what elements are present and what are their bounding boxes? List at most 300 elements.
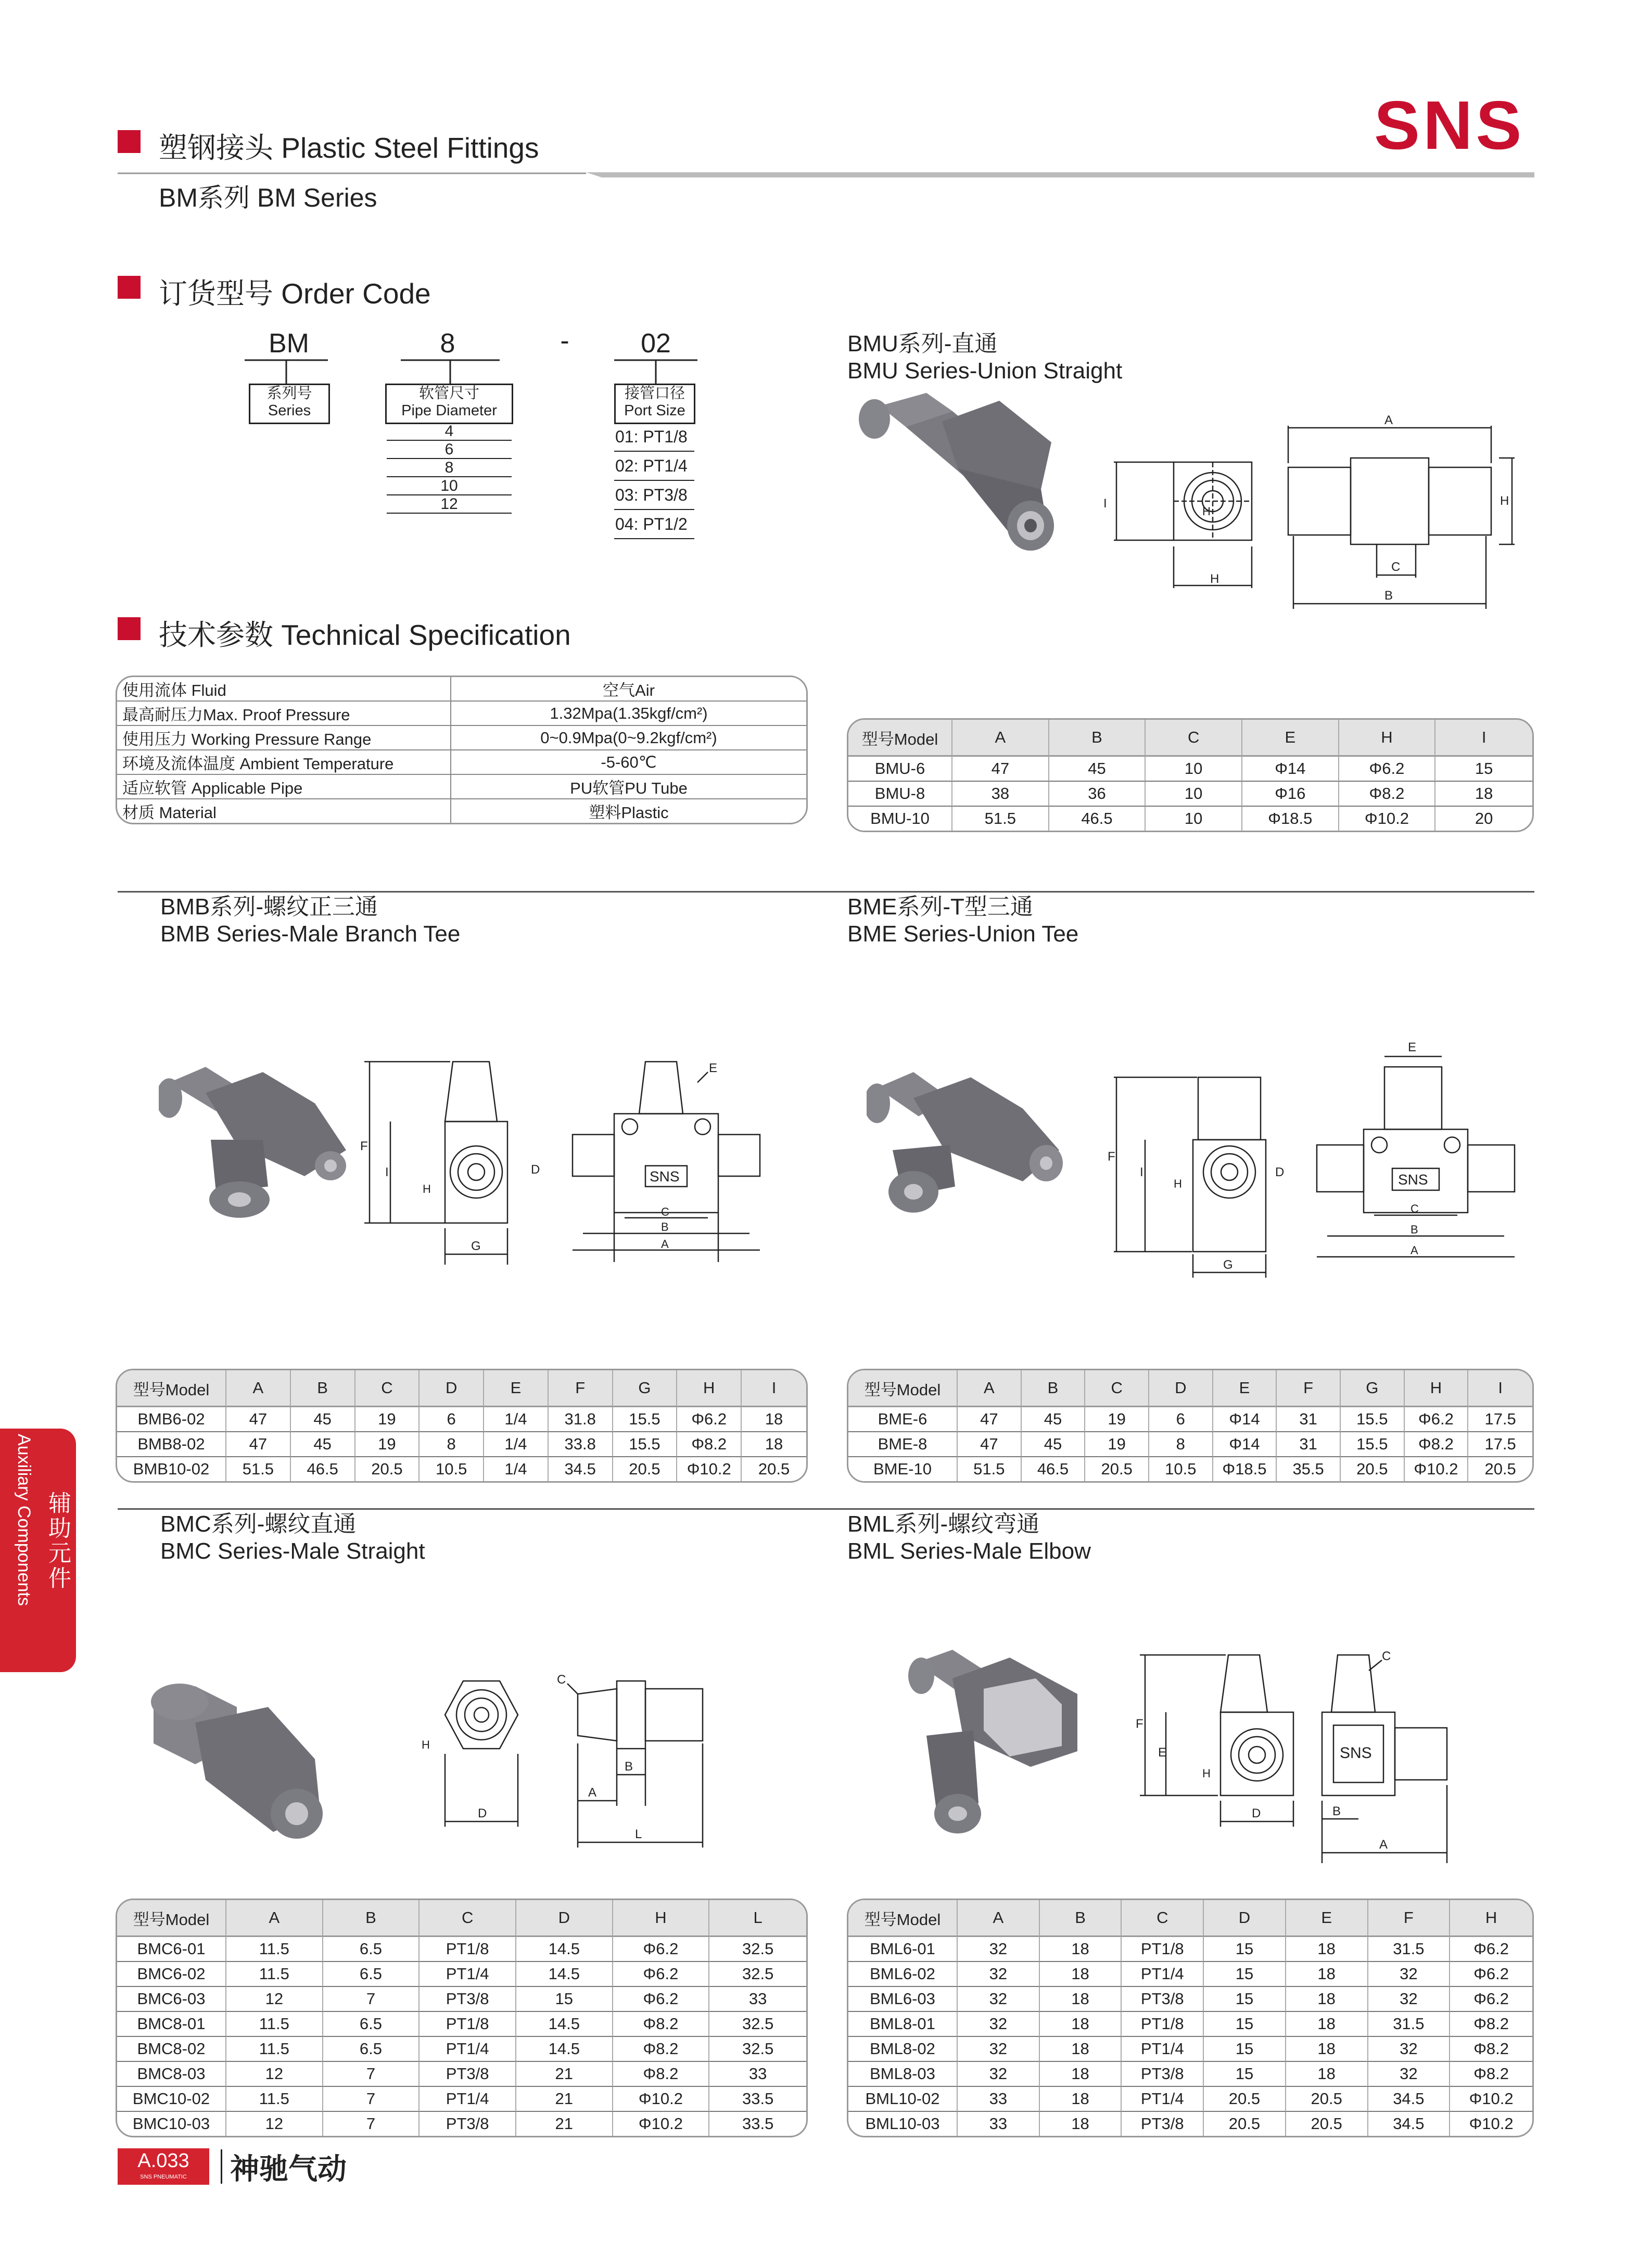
- brand-logo: SNS: [1374, 87, 1525, 163]
- table-cell: Φ6.2: [1450, 1962, 1532, 1987]
- spec-value: -5-60℃: [451, 750, 806, 775]
- table-cell: 11.5: [226, 2037, 323, 2062]
- bmb-drawing: [354, 1056, 796, 1265]
- model-cell: BMB10-02: [117, 1457, 226, 1481]
- table-row: [117, 2037, 806, 2062]
- column-header: B: [323, 1900, 420, 1937]
- bme-drawing: [1103, 1036, 1535, 1280]
- table-cell: 31: [1277, 1432, 1341, 1457]
- pipe-diameter-box: 软管尺寸 Pipe Diameter: [385, 384, 513, 424]
- table-cell: Φ18.5: [1213, 1457, 1277, 1481]
- column-header: H: [1450, 1900, 1532, 1937]
- table-header-row: [848, 720, 1532, 757]
- table-cell: 6.5: [323, 1962, 420, 1987]
- table-cell: 32: [958, 2012, 1040, 2037]
- svg-text:SNS: SNS: [650, 1168, 680, 1184]
- column-header: F: [1368, 1900, 1451, 1937]
- bmu-product-image: [848, 390, 1067, 557]
- column-header: E: [1213, 1370, 1277, 1407]
- table-cell: 18: [1286, 2062, 1368, 2087]
- table-cell: 12: [226, 2062, 323, 2087]
- bmc-table: [116, 1899, 808, 2137]
- table-cell: 20.5: [758, 1460, 790, 1478]
- table-cell: 14.5: [516, 2037, 613, 2062]
- table-cell: Φ14: [1242, 757, 1339, 782]
- column-header: B: [291, 1370, 355, 1407]
- svg-text:H: H: [422, 1738, 430, 1751]
- bme-product-image: [867, 1067, 1075, 1223]
- table-cell: 46.5: [1049, 807, 1146, 831]
- column-header: A: [958, 1900, 1040, 1937]
- svg-text:D: D: [531, 1163, 540, 1177]
- table-cell: 18: [1040, 2087, 1122, 2112]
- table-row: [117, 2112, 806, 2136]
- svg-text:B: B: [1410, 1223, 1418, 1236]
- table-cell: PT1/4: [1122, 2037, 1204, 2062]
- bmc-title-cn: BMC系列-螺纹直通: [160, 1511, 357, 1537]
- page-number: A.033: [137, 2150, 189, 2172]
- column-header: H: [613, 1900, 710, 1937]
- series-box: 系列号 Series: [249, 384, 330, 424]
- table-cell: 18: [742, 1407, 806, 1432]
- table-cell: 32: [1368, 1962, 1451, 1987]
- svg-text:A: A: [1384, 413, 1393, 427]
- table-cell: Φ8.2: [613, 2012, 710, 2037]
- footer-brand-small: SNS PNEUMATIC: [140, 2174, 187, 2180]
- bme-table: [847, 1369, 1534, 1483]
- spec-value: 1.32Mpa(1.35kgf/cm²): [451, 702, 806, 726]
- bmb-table: [116, 1369, 808, 1483]
- port-size-item: 04: PT1/2: [614, 510, 694, 539]
- svg-text:D: D: [478, 1806, 487, 1820]
- table-cell: 51.5: [226, 1457, 291, 1481]
- table-cell: 15.5: [613, 1432, 678, 1457]
- column-header: C: [420, 1900, 516, 1937]
- svg-text:D: D: [1275, 1165, 1285, 1179]
- table-cell: 14.5: [516, 1937, 613, 1962]
- bmu-title-en: BMU Series-Union Straight: [847, 358, 1123, 384]
- column-header: G: [613, 1370, 678, 1407]
- model-cell: BML10-02: [848, 2087, 958, 2112]
- svg-text:F: F: [1108, 1150, 1115, 1164]
- table-cell: 10: [1146, 757, 1242, 782]
- table-cell: 1/4: [484, 1407, 549, 1432]
- table-cell: Φ6.2: [613, 1937, 710, 1962]
- table-row: [117, 2087, 806, 2112]
- column-header: B: [1040, 1900, 1122, 1937]
- table-cell: 11.5: [226, 2087, 323, 2112]
- bmc-title-en: BMC Series-Male Straight: [160, 1538, 425, 1564]
- table-row: [848, 2062, 1532, 2087]
- table-cell: 11.5: [226, 1962, 323, 1987]
- column-header: C: [1085, 1370, 1149, 1407]
- bmb-product-image: [159, 1062, 357, 1218]
- table-cell: Φ10.2: [1405, 1457, 1469, 1481]
- svg-text:B: B: [661, 1220, 669, 1233]
- svg-text:A: A: [1379, 1838, 1388, 1852]
- column-header: 型号Model: [117, 1900, 226, 1937]
- table-cell: Φ10.2: [1469, 2114, 1514, 2133]
- pipe-size-item: 6: [387, 441, 512, 459]
- table-cell: 19: [1085, 1432, 1149, 1457]
- table-row: [117, 799, 806, 823]
- table-cell: 32: [958, 2037, 1040, 2062]
- table-cell: 18: [1040, 2012, 1122, 2037]
- spec-label: 使用流体 Fluid: [117, 677, 451, 702]
- column-header: 型号Model: [848, 1370, 958, 1407]
- table-cell: 10: [1146, 807, 1242, 831]
- table-cell: 20.5: [613, 1457, 678, 1481]
- table-cell: 18: [1040, 2062, 1122, 2087]
- model-cell: BMU-6: [848, 757, 952, 782]
- table-cell: 35.5: [1277, 1457, 1341, 1481]
- model-cell: BME-8: [848, 1432, 958, 1457]
- table-row: [848, 2012, 1532, 2037]
- footer-divider: [221, 2149, 222, 2184]
- column-header: D: [516, 1900, 613, 1937]
- table-cell: 45: [1049, 757, 1146, 782]
- table-cell: Φ6.2: [1450, 1937, 1532, 1962]
- model-cell: BMC8-01: [117, 2012, 226, 2037]
- table-cell: 34.5: [1368, 2087, 1451, 2112]
- svg-text:C: C: [1410, 1202, 1419, 1215]
- order-code-heading: 订货型号 Order Code: [159, 277, 431, 310]
- table-cell: 20.5: [1286, 2112, 1368, 2136]
- table-row: [117, 702, 806, 726]
- table-cell: 18: [742, 1432, 806, 1457]
- pipe-size-item: 12: [387, 495, 512, 514]
- table-cell: PT1/4: [420, 2087, 516, 2112]
- bml-table: [847, 1899, 1534, 2137]
- table-cell: 15: [1204, 2037, 1286, 2062]
- table-cell: 36: [1049, 782, 1146, 807]
- bmu-table: [847, 718, 1534, 832]
- table-cell: Φ6.2: [613, 1987, 710, 2012]
- table-cell: Φ14: [1213, 1407, 1277, 1432]
- table-cell: PT1/8: [1122, 2012, 1204, 2037]
- table-row: [848, 1987, 1532, 2012]
- table-row: [848, 1432, 1532, 1457]
- table-cell: 10.5: [1149, 1457, 1213, 1481]
- table-cell: 14.5: [516, 2012, 613, 2037]
- table-cell: 31.5: [1368, 2012, 1451, 2037]
- table-cell: 19: [1085, 1407, 1149, 1432]
- column-header: G: [1341, 1370, 1405, 1407]
- model-cell: BMU-10: [848, 807, 952, 831]
- table-cell: 32: [958, 1937, 1040, 1962]
- table-row: [117, 1432, 806, 1457]
- bme-title-en: BME Series-Union Tee: [847, 921, 1079, 947]
- series-title: BM系列 BM Series: [159, 183, 377, 212]
- table-cell: 32: [958, 1962, 1040, 1987]
- code-dash: -: [560, 326, 569, 356]
- tech-spec-heading: 技术参数 Technical Specification: [159, 619, 571, 651]
- spec-value: PU软管PU Tube: [451, 775, 806, 799]
- table-cell: 19: [355, 1407, 420, 1432]
- table-cell: Φ6.2: [613, 1962, 710, 1987]
- table-cell: 31: [1277, 1407, 1341, 1432]
- table-cell: PT3/8: [420, 1987, 516, 2012]
- column-header: A: [958, 1370, 1022, 1407]
- table-cell: Φ10.2: [1339, 807, 1436, 831]
- svg-text:I: I: [1103, 496, 1107, 511]
- table-cell: 18: [1040, 1962, 1122, 1987]
- table-cell: 47: [226, 1432, 291, 1457]
- table-cell: 20.5: [355, 1457, 420, 1481]
- table-cell: 18: [1435, 782, 1532, 807]
- table-header-row: [117, 1900, 806, 1937]
- title-marker: [118, 130, 141, 153]
- table-cell: 15.5: [613, 1407, 678, 1432]
- table-cell: 17.5: [1468, 1407, 1532, 1432]
- table-cell: 18: [1286, 1937, 1368, 1962]
- table-cell: Φ10.2: [1450, 2087, 1532, 2112]
- port-size-item: 02: PT1/4: [614, 452, 694, 481]
- table-cell: Φ8.2: [1405, 1432, 1469, 1457]
- svg-text:B: B: [1384, 589, 1393, 603]
- table-cell: PT3/8: [420, 2112, 516, 2136]
- model-cell: BMU-8: [848, 782, 952, 807]
- table-cell: 34.5: [1368, 2112, 1451, 2136]
- table-cell: Φ8.2: [613, 2037, 710, 2062]
- table-cell: 11.5: [226, 1937, 323, 1962]
- table-row: [848, 757, 1532, 782]
- table-row: [117, 726, 806, 750]
- svg-text:A: A: [1410, 1244, 1418, 1257]
- table-cell: 47: [952, 757, 1049, 782]
- table-cell: 8: [420, 1432, 484, 1457]
- column-header: 型号Model: [117, 1370, 226, 1407]
- spec-value: 0~0.9Mpa(0~9.2kgf/cm²): [451, 726, 806, 750]
- code-diameter: 8: [440, 328, 455, 359]
- table-header-row: [117, 1370, 806, 1407]
- table-cell: 32.5: [709, 2012, 806, 2037]
- table-cell: Φ14: [1213, 1432, 1277, 1457]
- bmu-drawing: [1103, 411, 1530, 609]
- table-cell: Φ8.2: [677, 1432, 742, 1457]
- table-cell: Φ10.2: [613, 2087, 710, 2112]
- table-cell: 6.5: [323, 2012, 420, 2037]
- column-header: I: [742, 1370, 806, 1407]
- table-row: [117, 2012, 806, 2037]
- model-cell: BMB6-02: [117, 1407, 226, 1432]
- table-cell: 47: [226, 1407, 291, 1432]
- table-row: [117, 1937, 806, 1962]
- table-cell: 6: [420, 1407, 484, 1432]
- table-cell: Φ6.2: [1450, 1987, 1532, 2012]
- spec-value: 塑料Plastic: [589, 804, 669, 822]
- port-size-item: 03: PT3/8: [614, 481, 694, 510]
- column-header: D: [1204, 1900, 1286, 1937]
- column-header: A: [226, 1370, 291, 1407]
- table-cell: 10: [1146, 782, 1242, 807]
- table-cell: PT3/8: [1122, 1987, 1204, 2012]
- table-cell: 20: [1475, 809, 1493, 827]
- column-header: E: [484, 1370, 549, 1407]
- table-cell: PT1/4: [420, 2037, 516, 2062]
- table-cell: 12: [226, 1987, 323, 2012]
- model-cell: BMC10-03: [117, 2112, 226, 2136]
- spec-label: 环境及流体温度 Ambient Temperature: [117, 750, 451, 775]
- table-cell: 19: [355, 1432, 420, 1457]
- column-header: B: [1049, 720, 1146, 757]
- table-cell: 33.5: [742, 2114, 774, 2133]
- table-cell: Φ8.2: [1450, 2062, 1532, 2087]
- svg-text:C: C: [1391, 560, 1401, 574]
- table-cell: 20.5: [1341, 1457, 1405, 1481]
- table-cell: 33: [709, 1987, 806, 2012]
- table-cell: 32.5: [709, 1962, 806, 1987]
- svg-text:I: I: [1140, 1165, 1143, 1179]
- table-row: [848, 1937, 1532, 1962]
- column-header: I: [1435, 720, 1532, 757]
- table-cell: 18: [1286, 1987, 1368, 2012]
- table-cell: 6: [1149, 1407, 1213, 1432]
- table-cell: Φ6.2: [1339, 757, 1436, 782]
- model-cell: BME-10: [848, 1457, 958, 1481]
- table-row: [848, 2087, 1532, 2112]
- table-cell: 18: [1040, 1937, 1122, 1962]
- section-divider: [118, 891, 1534, 893]
- table-row: [117, 2062, 806, 2087]
- svg-text:C: C: [1382, 1649, 1391, 1663]
- table-cell: 6.5: [323, 1937, 420, 1962]
- bme-title-cn: BME系列-T型三通: [847, 894, 1033, 920]
- table-cell: 45: [291, 1432, 355, 1457]
- table-cell: PT1/4: [1122, 2087, 1204, 2112]
- code-port: 02: [641, 328, 671, 359]
- table-cell: 47: [958, 1407, 1022, 1432]
- port-size-box: 接管口径 Port Size: [614, 384, 695, 424]
- table-cell: 1/4: [484, 1457, 549, 1481]
- model-cell: BMB8-02: [117, 1432, 226, 1457]
- table-row: [117, 677, 806, 702]
- svg-text:A: A: [588, 1786, 597, 1800]
- table-cell: 32: [958, 1987, 1040, 2012]
- model-cell: BMC8-03: [117, 2062, 226, 2087]
- table-cell: 7: [323, 2112, 420, 2136]
- table-cell: Φ8.2: [1339, 782, 1436, 807]
- table-cell: 15: [1204, 2012, 1286, 2037]
- pipe-size-item: 8: [387, 459, 512, 477]
- table-cell: PT3/8: [420, 2062, 516, 2087]
- table-cell: 10.5: [420, 1457, 484, 1481]
- side-tab: [0, 1429, 76, 1672]
- table-cell: 15: [516, 1987, 613, 2012]
- table-cell: 32.5: [709, 1937, 806, 1962]
- column-header: H: [1405, 1370, 1469, 1407]
- column-header: H: [677, 1370, 742, 1407]
- table-cell: 7: [323, 2087, 420, 2112]
- column-header: C: [1122, 1900, 1204, 1937]
- table-cell: 21: [516, 2062, 613, 2087]
- table-cell: 45: [1022, 1407, 1086, 1432]
- port-size-item: 01: PT1/8: [614, 423, 694, 452]
- table-cell: 15: [1204, 1937, 1286, 1962]
- table-row: [117, 1457, 806, 1481]
- table-cell: 18: [1040, 2112, 1122, 2136]
- svg-text:G: G: [1223, 1258, 1233, 1272]
- table-row: [848, 2037, 1532, 2062]
- bml-drawing: [1129, 1639, 1535, 1863]
- order-code-marker: [118, 276, 141, 299]
- table-cell: PT1/8: [420, 1937, 516, 1962]
- table-cell: 51.5: [958, 1457, 1022, 1481]
- bmu-title-cn: BMU系列-直通: [847, 331, 998, 356]
- column-header: H: [1339, 720, 1436, 757]
- model-cell: BMC6-02: [117, 1962, 226, 1987]
- table-cell: 20.5: [1085, 1457, 1149, 1481]
- table-row: [117, 1407, 806, 1432]
- table-cell: 32: [1368, 1987, 1451, 2012]
- port-size-list: [614, 423, 694, 539]
- table-cell: 21: [516, 2087, 613, 2112]
- model-cell: BML6-02: [848, 1962, 958, 1987]
- page-number-badge: [118, 2148, 209, 2185]
- page-title: 塑钢接头 Plastic Steel Fittings: [159, 132, 539, 164]
- footer-brand: 神驰气动: [230, 2152, 347, 2185]
- table-cell: 15.5: [1341, 1407, 1405, 1432]
- table-cell: PT1/4: [420, 1962, 516, 1987]
- column-header: F: [549, 1370, 613, 1407]
- svg-text:B: B: [625, 1760, 633, 1774]
- table-row: [848, 1407, 1532, 1432]
- table-row: [117, 750, 806, 775]
- model-cell: BML6-03: [848, 1987, 958, 2012]
- table-row: [117, 775, 806, 799]
- model-cell: BMC8-02: [117, 2037, 226, 2062]
- svg-text:H: H: [1174, 1177, 1182, 1190]
- side-tab-en: Auxiliary Components: [14, 1434, 34, 1606]
- table-cell: 46.5: [291, 1457, 355, 1481]
- pipe-size-list: [387, 423, 512, 514]
- svg-text:C: C: [557, 1673, 566, 1687]
- spec-label: 使用压力 Working Pressure Range: [117, 726, 451, 750]
- svg-text:SNS: SNS: [1398, 1171, 1428, 1188]
- table-cell: 15: [1204, 2062, 1286, 2087]
- column-header: 型号Model: [848, 720, 952, 757]
- svg-text:H: H: [1500, 494, 1509, 508]
- column-header: C: [1146, 720, 1242, 757]
- column-header: E: [1242, 720, 1339, 757]
- table-cell: 33: [958, 2087, 1040, 2112]
- table-row: [117, 1962, 806, 1987]
- spec-label: 材质 Material: [117, 799, 451, 823]
- table-cell: PT1/4: [1122, 1962, 1204, 1987]
- table-cell: PT3/8: [1122, 2112, 1204, 2136]
- table-cell: 20.5: [1204, 2112, 1286, 2136]
- pipe-size-item: 10: [387, 477, 512, 495]
- code-series: BM: [269, 328, 309, 359]
- column-header: A: [952, 720, 1049, 757]
- table-cell: 34.5: [549, 1457, 613, 1481]
- column-header: C: [355, 1370, 420, 1407]
- table-cell: 1/4: [484, 1432, 549, 1457]
- svg-text:H: H: [423, 1182, 431, 1195]
- svg-text:C: C: [661, 1205, 669, 1218]
- table-cell: 17.5: [1468, 1432, 1532, 1457]
- table-cell: 12: [226, 2112, 323, 2136]
- table-cell: Φ18.5: [1242, 807, 1339, 831]
- table-cell: 18: [1040, 1987, 1122, 2012]
- column-header: E: [1286, 1900, 1368, 1937]
- svg-text:H: H: [1210, 572, 1219, 586]
- table-cell: 51.5: [952, 807, 1049, 831]
- side-tab-cn: 辅助元件: [45, 1491, 70, 1591]
- table-cell: Φ8.2: [1450, 2037, 1532, 2062]
- column-header: F: [1277, 1370, 1341, 1407]
- table-cell: 21: [516, 2112, 613, 2136]
